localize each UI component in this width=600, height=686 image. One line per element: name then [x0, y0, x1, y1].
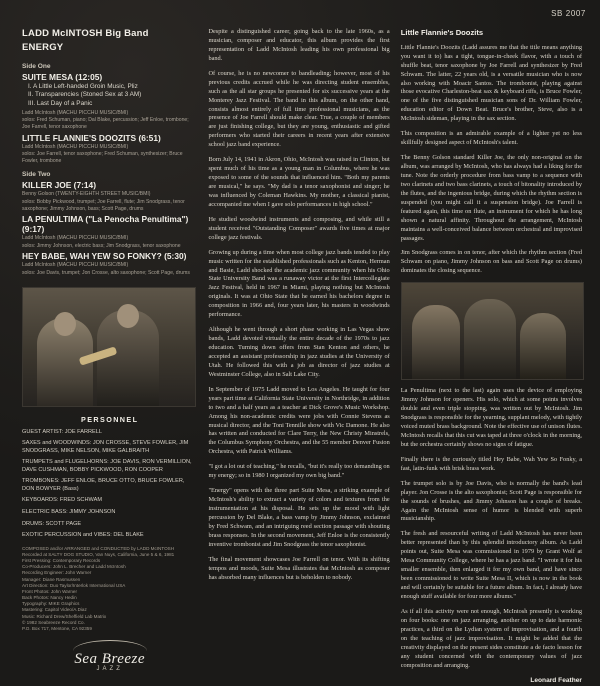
track-title: HEY BABE, WAH YEW SO FONKY? (5:30)	[22, 251, 197, 261]
liner-paragraph: This composition is an admirable example of a lighter yet no less skillfully designed aspect of McIntosh's talent.	[401, 130, 582, 148]
liner-paragraph: Born July 14, 1941 in Akron, Ohio, McIntosh was raised in Clinton, but spent much of his time as a young man in Columbus, where he was exposed to some of the sounds that influenced him. "Both my parents are musical," he says. "My dad is a tenor saxophonist and singer; he was influenced by Coleman Hawkins. My mother, a classical pianist, accompanied me when I gave solo performances in high school."	[208, 156, 389, 210]
band-photo-primary	[22, 287, 196, 407]
track-title: SUITE MESA (12:05)	[22, 72, 197, 82]
liner-notes-column-left	[208, 28, 389, 569]
personnel-line: DRUMS: SCOTT PAGE	[22, 521, 197, 529]
photo-figure	[464, 299, 516, 379]
track-entry	[22, 133, 197, 165]
liner-paragraph: Little Flannie's Doozits (Ladd assures me that the title means anything you want it to) has a tight, tongue-in-cheek flavor, with a touch of shuffle beat, tenor saxophone by Joe Farrell and synthesizer by Fred Schwam. The latter, 22 years old, is a versatile musician who is now also working with Moacir Santos. The trombonist, playing against those evocative Charleston-beat sax & keyboard riffs, is Bruce Fowler, one of the five distinguished musician sons of Dr. William Fowler, education editor of Down Beat. Bruce's brother, Steve, also is a McIntosh sideman, playing in the sax section.	[401, 44, 582, 124]
track-composer-credit: Ladd McIntosh (MACHU PICCHU MUSIC/BMI)	[22, 262, 197, 269]
personnel-line: GUEST ARTIST: JOE FARRELL	[22, 429, 197, 437]
track-entry	[22, 180, 197, 212]
catalog-number: SB 2007	[551, 9, 586, 18]
photo-figure-head	[54, 312, 76, 336]
liner-paragraph: Despite a distinguished career, going back to the late 1960s, as a musician, composer and educator, this album provides the first representation of Ladd McIntosh leading his own professional big band.	[208, 28, 389, 64]
personnel-line: EXOTIC PERCUSSION and VIBES: DEL BLAKE	[22, 532, 197, 540]
liner-subheading: Little Flannie's Doozits	[401, 28, 582, 39]
label-name: Sea Breeze	[22, 651, 197, 668]
personnel-line: TRUMPETS and FLUGELHORNS: JOE DAVIS, RON VERMILLION, DAVE CUSHMAN, BOBBY PICKWOOD, RON COOPER	[22, 459, 197, 474]
liner-paragraph: "I got a lot out of teaching," he recalls, "but it's really too demanding on my energy; so in 1980 I organized my own big band."	[208, 463, 389, 481]
record-label-logo	[22, 640, 197, 672]
liner-paragraph: The fresh and resourceful writing of Ladd McIntosh has never been better represented than by this splendid introductory album. As Ladd points out, Suite Mesa was commissioned in 1979 by Grant Wolf at Mesa Community College, where he has a jazz band. "I wrote it for his smaller ensemble, then enlarged it for my own band, and have since been commissioned to write Suite Mesa II, which is now in the book and will certainly be suitable for a future album. In fact, I already have enough stuff available for four more albums."	[401, 530, 582, 602]
liner-paragraph: La Penultima (next to the last) again uses the device of employing Jimmy Johnson for openers. His solo, which at some points involves double and even triple stopping, was written out by McIntosh. Jim Snodgrass is responsible for the yearning, supplant melody, with tightly voiced muted brass background. Note the effective use of unison flutes. McIntosh recalls that this cut was taped at three o'clock in the morning, but the orchestra certainly shows no signs of fatigue.	[401, 387, 582, 450]
personnel-line: KEYBOARDS: FRED SCHWAM	[22, 497, 197, 505]
personnel-line: SAXES and WOODWINDS: JON CROSSE, STEVE FOWLER, JIM SNODGRASS, MIKE NELSON, MIKE GALBRAITH	[22, 440, 197, 455]
logo-arc	[73, 640, 147, 651]
tracklist-column	[22, 28, 197, 569]
track-composer-credit: Benny Golson (TWENTY-EIGHTH STREET MUSIC/BMI)	[22, 191, 197, 198]
liner-paragraph: Growing up during a time when most college jazz bands tended to play music written for the established professionals such as Kenton, Herman and Basie, Ladd shocked the academic jazz community when his Ohio State University Band was a runaway victor at the first Intercollegiate Jazz Festival, held in 1967 in Miami, playing nothing but McIntosh originals. It was at Ohio State that he earned his bachelors degree in composition in 1966 and, four years later, his masters in woodwinds performance.	[208, 249, 389, 321]
track-entry	[22, 72, 197, 131]
liner-paragraph: As if all this activity were not enough, McIntosh presently is working on four books: one on jazz arranging, another on up to date harmonic practices, a third on the Lydian system of improvisation, and a fourth on the teaching of jazz improvisation. It might be added that the creativity displayed on the present sides constitute a de facto lesson for any student concerned with the contemporary values of jazz composition and arranging.	[401, 608, 582, 671]
track-composer-credit: Ladd McIntosh (MACHU PICCHU MUSIC/BMI)	[22, 235, 197, 242]
track-entry	[22, 214, 197, 249]
liner-paragraph: Of course, he is no newcomer to bandleading; however, most of his previous credits accrued while he was directing student ensembles, such as the all star groups he presented for six successive years at the Monterey Jazz Festival. The band in this album, on the other hand, consists almost entirely of full time professional musicians, as the presence of Joe Farrell should make clear. True, a couple of members are just finishing college, but they are young, enthusiastic and gifted performers who started their careers in recent years after extensive school jazz band experience.	[208, 70, 389, 150]
track-composer-credit: Ladd McIntosh (MACHU PICCHU MUSIC/BMI)	[22, 110, 197, 117]
album-artist: LADD McINTOSH Big Band	[22, 28, 197, 40]
track-soloists: solos: Bobby Pickwood, trumpet; Joe Farrell, flute; Jim Snodgrass, tenor saxophone; Jimmy Johnson, bass; Scott Page, drums	[22, 199, 197, 212]
track-title: KILLER JOE (7:14)	[22, 180, 197, 190]
liner-notes-author: Leonard Feather	[401, 676, 582, 685]
track-title: LITTLE FLANNIE'S DOOZITS (6:51)	[22, 133, 197, 143]
liner-paragraph: In September of 1975 Ladd moved to Los Angeles. He taught for four years part time at California State University in Northridge, in addition to two and a half years as a teacher at Dick Grove's Music Workshop. Among his non-academic credits were jobs with Connie Stevens as musical director, and the Toni Tennille show with Vic Damone. He also has written and conducted for Clare Terry, the New Christy Minstrels, the Columbus Symphony Orchestra, and the 55 member Denver Fusion Orchestra, with Patrick Williams.	[208, 386, 389, 458]
track-soloists: solos: Joe Davis, trumpet; Jon Crosse, alto saxophone; Scott Page, drums	[22, 270, 197, 277]
band-photo-secondary	[401, 282, 584, 380]
personnel-heading: PERSONNEL	[22, 415, 197, 424]
production-credits: COMPOSED and/or ARRANGED and CONDUCTED by LADD McINTOSH Recorded at SALTY DOG STUDIO, Van Nuys, California, June 5 & 6, 1981 First Pressing: Contemporary Records Co-Producers: John L. Brecher and Ladd McIntosh Recording Engineer: John Warner Manager: Diane Rasmussen Art Direction: Duo Taylor/Interlok International USA Front Photos: John Warner Back Photos: Nancy Hedin Typography: MIKE Graphics Mastering: Capitol Video/A.Diaz Music: Richard Drew/Sheffield Lab Matrix © 1982 Seabreeze Record Co. P.O. Box 717, Mentone, CA 92359	[22, 546, 197, 633]
liner-paragraph: Jim Snodgrass comes in on tenor, after which the rhythm section (Fred Schwam on piano, Jimmy Johnson on bass and Scott Page on drums) dominates the closing sequence.	[401, 249, 582, 276]
personnel-line: ELECTRIC BASS: JIMMY JOHNSON	[22, 509, 197, 517]
liner-paragraph: Finally there is the curiously titled Hey Babe, Wah Yew So Fonky, a fast, latin-funk with brisk brass work.	[401, 456, 582, 474]
liner-paragraph: The trumpet solo is by Joe Davis, who is normally the band's lead player. Jon Crosse is the alto saxophonist; Scott Page is responsible for the sounds of brushes, and Jimmy Johnson has a couple of breaks. Again the McIntosh sense of humor is blended with superb musicianship.	[401, 480, 582, 525]
label-sub: JAZZ	[22, 666, 197, 672]
photo-figure	[412, 305, 460, 379]
track-soloists: solos: Jimmy Johnson, electric bass; Jim Snodgrass, tenor saxophone	[22, 243, 197, 250]
track-composer-credit: Ladd McIntosh (MACHU PICCHU MUSIC/BMI)	[22, 144, 197, 151]
liner-paragraph: Although he went through a short phase working in Las Vegas show bands, Ladd devoted virtually the entire decade of the 1970s to jazz education. Turning down offers from Stan Kenton and others, he accepted an assistant professorship in jazz studies at the University of Utah. He followed this with a job as director of jazz studies at Westminster College, also in Salt Lake City.	[208, 326, 389, 380]
liner-columns	[22, 28, 582, 569]
liner-notes-column-right	[401, 28, 582, 569]
liner-paragraph: He studied woodwind instruments and composing, and while still a student received "Outstanding Composer" awards five times at major college jazz festivals.	[208, 216, 389, 243]
liner-paragraph: "Energy" opens with the three part Suite Mesa, a striking example of McIntosh's ability to extract a variety of colors and textures from the instrumentation at his disposal. He sets up the mood with light percussion by Del Blake, a bass vamp by Jimmy Johnson, exclaimed by Fred Schwam, and an intriguing reed section passage with shouting brass responses. In the second movement, Jeff Enloe is the consistently inventive trombonist and Jim Snodgrass the tenor saxophonist.	[208, 487, 389, 550]
photo-figure	[520, 313, 566, 379]
liner-paragraph: The Benny Golson standard Killer Joe, the only non-original on the album, was arranged by McIntosh, who has always had a liking for the tune. Note the orderly procedure from bass vamp to a sequence with two clarinets and two bass clarinets, a touch of bitonality introduced by the flutes, and the ingenious bridge, during which the rhythm section is suspended (you might call it a suspension bridge). Joe Farrell is featured again, this time on flute, an instrument for which he has long shown a natural affinity. Throughout the arrangement, McIntosh maintains a well-conceived balance between orchestral and improvised passages.	[401, 154, 582, 243]
track-parts: I. A Little Left-handed Groin Music, Pliz II. Transparencies (Stoned Sex at 3 AM) III. Last Day of a Panic	[28, 83, 197, 109]
track-entry	[22, 251, 197, 276]
photo-figure-head	[117, 304, 139, 328]
personnel-line: TROMBONES: JEFF ENLOE, BRUCE OTTO, BRUCE FOWLER, DON BOWYER (Bass)	[22, 478, 197, 493]
side-two-label: Side Two	[22, 171, 197, 178]
album-title: ENERGY	[22, 42, 197, 54]
track-title: LA PENULTIMA ("La Penocha Penultima") (9:17)	[22, 214, 197, 234]
liner-paragraph: The final movement showcases Joe Farrell on tenor. With its shifting tempos and moods, Suite Mesa illustrates that McIntosh as composer has absorbed many influences but is beholden to nobody.	[208, 556, 389, 583]
track-soloists: solos: Joe Farrell, tenor saxophone; Fred Schuman, synthesizer; Bruce Fowler, trombone	[22, 151, 197, 164]
track-soloists: solos: Fred Schuman, piano; Dal Blake, percussion; Jeff Enloe, trombone; Joe Farrell, tenor saxophone	[22, 117, 197, 130]
side-one-label: Side One	[22, 63, 197, 70]
